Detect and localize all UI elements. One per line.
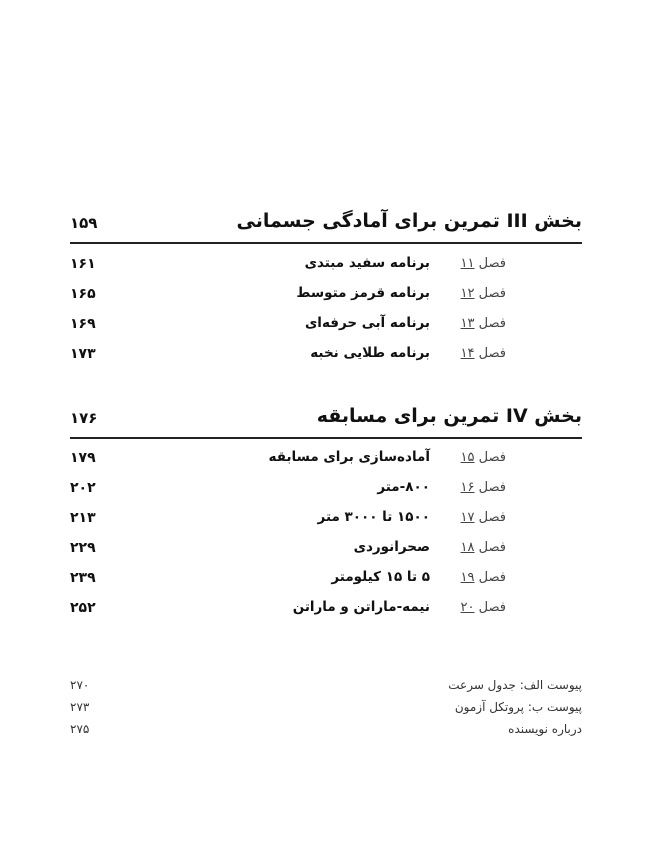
part-title: بخش IV تمرین برای مسابقه (316, 405, 582, 427)
chapter-title: برنامه آبی حرفه‌ای (304, 315, 430, 331)
chapter-label: فصل ۱۴ (460, 346, 506, 361)
chapter-title: برنامه قرمز متوسط (296, 285, 430, 301)
toc-entry-about-author[interactable] (70, 722, 582, 742)
part-divider (70, 437, 582, 439)
chapter-number: ۱۶ (460, 480, 475, 495)
chapter-page-number: ۲۲۹ (70, 540, 96, 556)
toc-entry-appendix-a[interactable] (70, 678, 582, 698)
chapter-page-number: ۲۳۹ (70, 570, 96, 586)
toc-entry-chapter-20[interactable] (70, 598, 506, 620)
part-title: بخش III تمرین برای آمادگی جسمانی (236, 210, 582, 232)
chapter-label: فصل ۱۶ (460, 480, 506, 495)
chapter-number: ۱۱ (460, 256, 475, 271)
toc-entry-chapter-11[interactable] (70, 254, 506, 276)
chapter-number: ۱۷ (460, 510, 475, 525)
chapter-page-number: ۲۱۳ (70, 510, 96, 526)
toc-entry-chapter-19[interactable] (70, 568, 506, 590)
chapter-label: فصل ۱۲ (460, 286, 506, 301)
chapter-number: ۱۵ (460, 450, 475, 465)
chapter-label: فصل ۱۷ (460, 510, 506, 525)
part-3-heading (70, 210, 582, 240)
chapter-number: ۱۲ (460, 286, 475, 301)
appendix-page-number: ۲۷۰ (70, 678, 90, 692)
chapter-page-number: ۱۷۹ (70, 450, 96, 466)
appendix-title: پیوست الف: جدول سرعت (448, 678, 582, 692)
toc-entry-chapter-18[interactable] (70, 538, 506, 560)
part-4-heading (70, 405, 582, 435)
chapter-title: آماده‌سازی برای مسابقه (268, 449, 430, 465)
chapter-number: ۱۴ (460, 346, 475, 361)
toc-entry-chapter-12[interactable] (70, 284, 506, 306)
chapter-label: فصل ۱۵ (460, 450, 506, 465)
chapter-title: برنامه طلایی نخبه (310, 345, 430, 361)
part-page-number: ۱۷۶ (70, 409, 98, 427)
chapter-number: ۱۸ (460, 540, 475, 555)
appendix-page-number: ۲۷۵ (70, 722, 90, 736)
chapter-title: ۱۵۰۰ تا ۳۰۰۰ متر (317, 509, 430, 525)
chapter-label: فصل ۱۹ (460, 570, 506, 585)
chapter-page-number: ۱۶۱ (70, 256, 96, 272)
appendix-title: درباره نویسنده (508, 722, 582, 736)
chapter-label: فصل ۲۰ (460, 600, 506, 615)
chapter-page-number: ۲۰۲ (70, 480, 96, 496)
chapter-label: فصل ۱۳ (460, 316, 506, 331)
toc-entry-chapter-13[interactable] (70, 314, 506, 336)
chapter-page-number: ۱۶۹ (70, 316, 96, 332)
chapter-title: ۵ تا ۱۵ کیلومتر (331, 569, 430, 585)
chapter-page-number: ۱۷۳ (70, 346, 96, 362)
part-divider (70, 242, 582, 244)
chapter-title: ۸۰۰-متر (377, 479, 430, 495)
toc-entry-chapter-15[interactable] (70, 448, 506, 470)
chapter-title: نیمه-ماراتن و ماراتن (292, 599, 430, 615)
chapter-label: فصل ۱۱ (460, 256, 506, 271)
toc-entry-chapter-17[interactable] (70, 508, 506, 530)
chapter-number: ۱۳ (460, 316, 475, 331)
chapter-title: برنامه سفید مبتدی (304, 255, 430, 271)
chapter-page-number: ۲۵۲ (70, 600, 96, 616)
chapter-number: ۲۰ (460, 600, 475, 615)
toc-entry-appendix-b[interactable] (70, 700, 582, 720)
chapter-label: فصل ۱۸ (460, 540, 506, 555)
chapter-number: ۱۹ (460, 570, 475, 585)
chapter-page-number: ۱۶۵ (70, 286, 96, 302)
toc-entry-chapter-14[interactable] (70, 344, 506, 366)
appendix-page-number: ۲۷۳ (70, 700, 90, 714)
part-page-number: ۱۵۹ (70, 214, 98, 232)
toc-entry-chapter-16[interactable] (70, 478, 506, 500)
appendix-title: پیوست ب: پروتکل آزمون (454, 700, 582, 714)
chapter-title: صحرانوردی (353, 539, 430, 555)
